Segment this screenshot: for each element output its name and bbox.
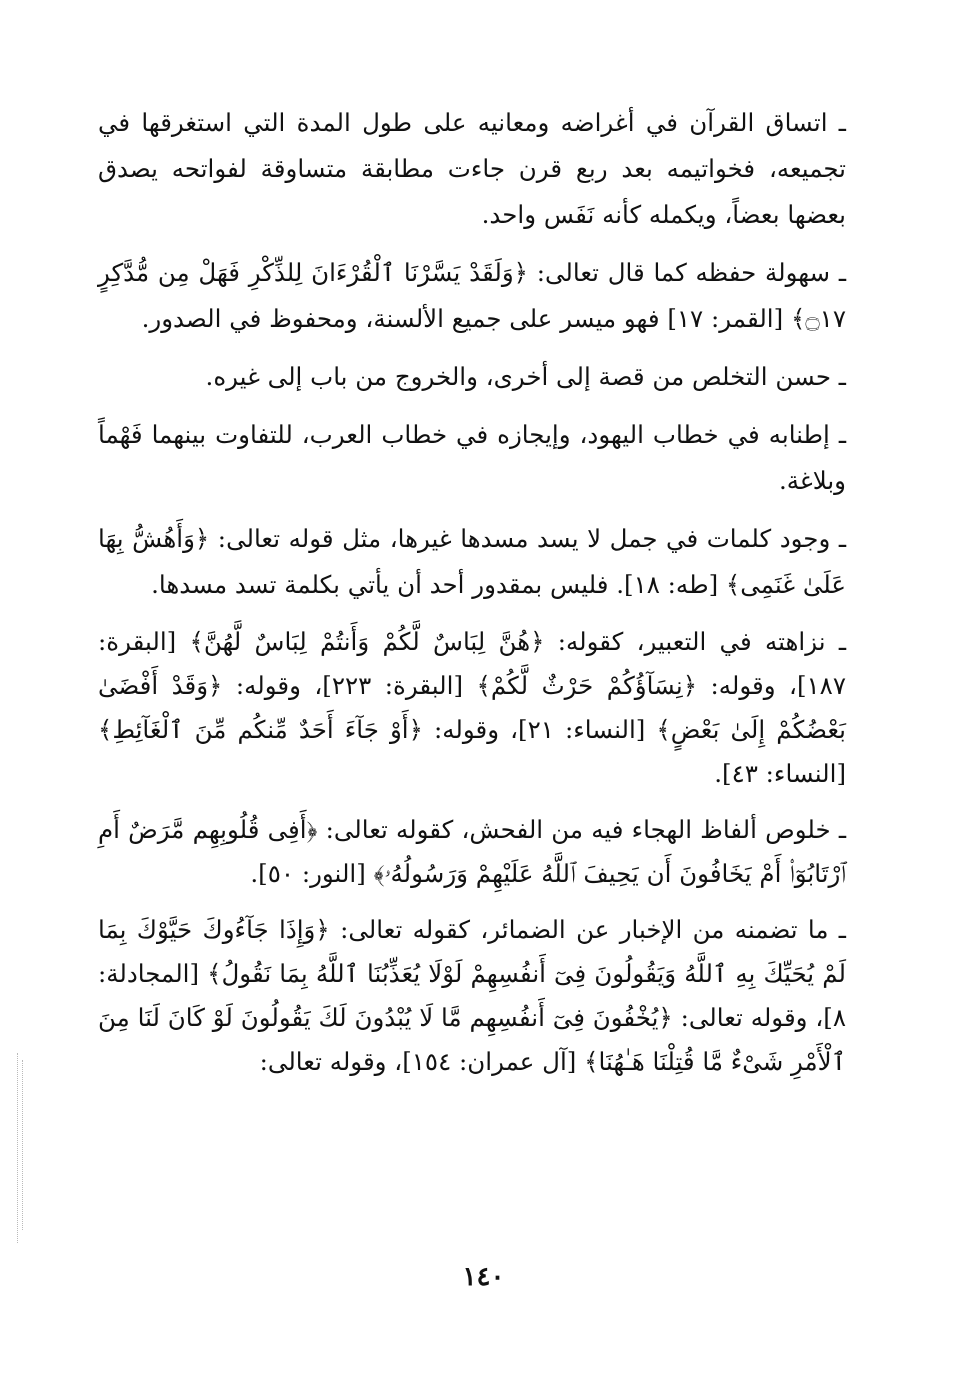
- paragraph-transition: ـ حسن التخلص من قصة إلى أخرى، والخروج من باب إلى غيره.: [205, 362, 846, 391]
- paragraph-decency: ـ نزاهته في التعبير، كقوله: ﴿هُنَّ لِبَاسٌ لَّكُمْ وَأَنتُمْ لِبَاسٌ لَّهُنَّ﴾ [البقرة: ١٨٧]، وقوله: ﴿نِسَآؤُكُمْ حَرْثٌ لَّكُمْ﴾ [البقرة: ٢٢٣]، وقوله: ﴿وَقَدْ أَفْضَىٰ بَعْضُكُمْ إِلَىٰ بَعْضٍ﴾ [النساء: ٢١]، وقوله: ﴿أَوْ جَآءَ أَحَدٌ مِّنكُم مِّنَ ٱلْغَآئِطِ﴾ [النساء: ٤٣].: [98, 627, 846, 788]
- book-page-body: [98, 100, 846, 1310]
- margin-scan-line: [17, 1053, 18, 1243]
- paragraph-inner-thoughts: ـ ما تضمنه من الإخبار عن الضمائر، كقوله تعالى: ﴿وَإِذَا جَآءُوكَ حَيَّوْكَ بِمَا لَمْ يُحَيِّكَ بِهِ ٱللَّهُ وَيَقُولُونَ فِىٓ أَنفُسِهِمْ لَوْلَا يُعَذِّبُنَا ٱللَّهُ بِمَا نَقُولُ﴾ [المجادلة: ٨]، وقوله تعالى: ﴿يُخْفُونَ فِىٓ أَنفُسِهِم مَّا لَا يُبْدُونَ لَكَ يَقُولُونَ لَوْ كَانَ لَنَا مِنَ ٱلْأَمْرِ شَىْءٌ مَّا قُتِلْنَا هَـٰهُنَا﴾ [آل عمران: ١٥٤]، وقوله تعالى:: [98, 915, 846, 1076]
- paragraph-elaboration: ـ إطنابه في خطاب اليهود، وإيجازه في خطاب العرب، للتفاوت بينهما فَهْماً وبلاغة.: [98, 420, 846, 495]
- page-number: ١٤٠: [462, 1262, 505, 1292]
- paragraph-satire: ـ خلوص ألفاظ الهجاء فيه من الفحش، كقوله تعالى: ﴿أَفِى قُلُوبِهِم مَّرَضٌ أَمِ ٱرْتَابُوٓا۟ أَمْ يَخَافُونَ أَن يَحِيفَ ٱللَّهُ عَلَيْهِمْ وَرَسُولُهُۥ﴾ [النور: ٥٠].: [98, 815, 846, 888]
- paragraph-irreplaceable-words: ـ وجود كلمات في جمل لا يسد مسدها غيرها، مثل قوله تعالى: ﴿وَأَهُشُّ بِهَا عَلَىٰ غَنَمِى﴾ [طه: ١٨]. فليس بمقدور أحد أن يأتي بكلمة تسد مسدها.: [98, 524, 846, 599]
- paragraph-consistency: ـ اتساق القرآن في أغراضه ومعانيه على طول المدة التي استغرقها في تجميعه، فخواتيمه بعد ربع قرن جاءت مطابقة متساوقة لفواتحه يصدق بعضها بعضاً، ويكمله كأنه نَفَس واحد.: [98, 108, 846, 229]
- paragraph-memorization: ـ سهولة حفظه كما قال تعالى: ﴿وَلَقَدْ يَسَّرْنَا ٱلْقُرْءَانَ لِلذِّكْرِ فَهَلْ مِن مُّدَّكِرٍ ۝١٧﴾ [القمر: ١٧] فهو ميسر على جميع الألسنة، ومحفوظ في الصدور.: [98, 258, 846, 333]
- margin-scan-line: [22, 1060, 23, 1230]
